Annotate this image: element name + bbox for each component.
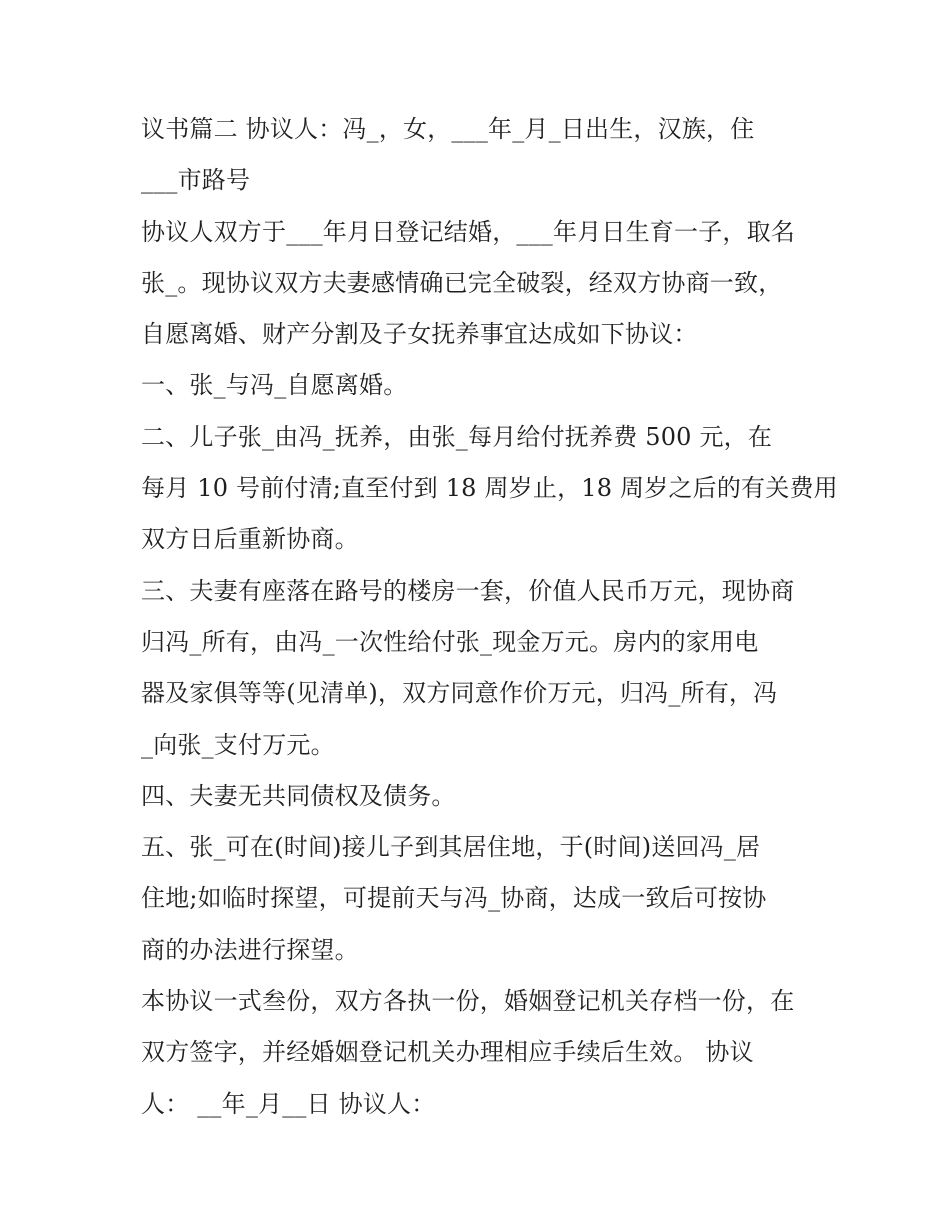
text-line: 人： __年_月__日 协议人： bbox=[141, 1089, 436, 1118]
text-line: _向张_支付万元。 bbox=[141, 730, 335, 759]
text-line: 议书篇二 协议人：冯_，女，___年_月_日出生，汉族，住 bbox=[141, 115, 755, 143]
text-line: 归冯_所有，由冯_一次性给付张_现金万元。房内的家用电 bbox=[141, 627, 759, 656]
text-line: 每月 10 号前付清;直至付到 18 周岁止，18 周岁之后的有关费用 bbox=[141, 474, 838, 503]
text-line: 协议人双方于___年月日登记结婚，___年月日生育一子，取名 bbox=[141, 217, 795, 246]
text-line: 张_。现协议双方夫妻感情确已完全破裂，经双方协商一致， bbox=[141, 268, 783, 297]
text-line: 自愿离婚、财产分割及子女抚养事宜达成如下协议： bbox=[141, 320, 698, 349]
text-line: 五、张_可在(时间)接儿子到其居住地，于(时间)送回冯_居 bbox=[141, 833, 761, 862]
text-line: 双方签字，并经婚姻登记机关办理相应手续后生效。 协议 bbox=[141, 1038, 754, 1067]
text-line: 商的办法进行探望。 bbox=[141, 935, 359, 964]
text-line: ___市路号 bbox=[141, 166, 251, 195]
text-line: 四、夫妻无共同债权及债务。 bbox=[141, 781, 456, 810]
document-body bbox=[141, 104, 838, 1130]
text-line: 住地;如临时探望，可提前天与冯_协商，达成一致后可按协 bbox=[141, 884, 767, 913]
text-line: 本协议一式叁份，双方各执一份，婚姻登记机关存档一份，在 bbox=[141, 987, 795, 1016]
text-line: 三、夫妻有座落在路号的楼房一套，价值人民币万元，现协商 bbox=[141, 576, 795, 605]
text-line: 器及家俱等等(见清单)，双方同意作价万元，归冯_所有，冯 bbox=[141, 679, 778, 708]
text-line: 双方日后重新协商。 bbox=[141, 525, 359, 554]
text-line: 一、张_与冯_自愿离婚。 bbox=[141, 371, 408, 400]
text-line: 二、儿子张_由冯_抚养，由张_每月给付抚养费 500 元，在 bbox=[141, 422, 773, 451]
